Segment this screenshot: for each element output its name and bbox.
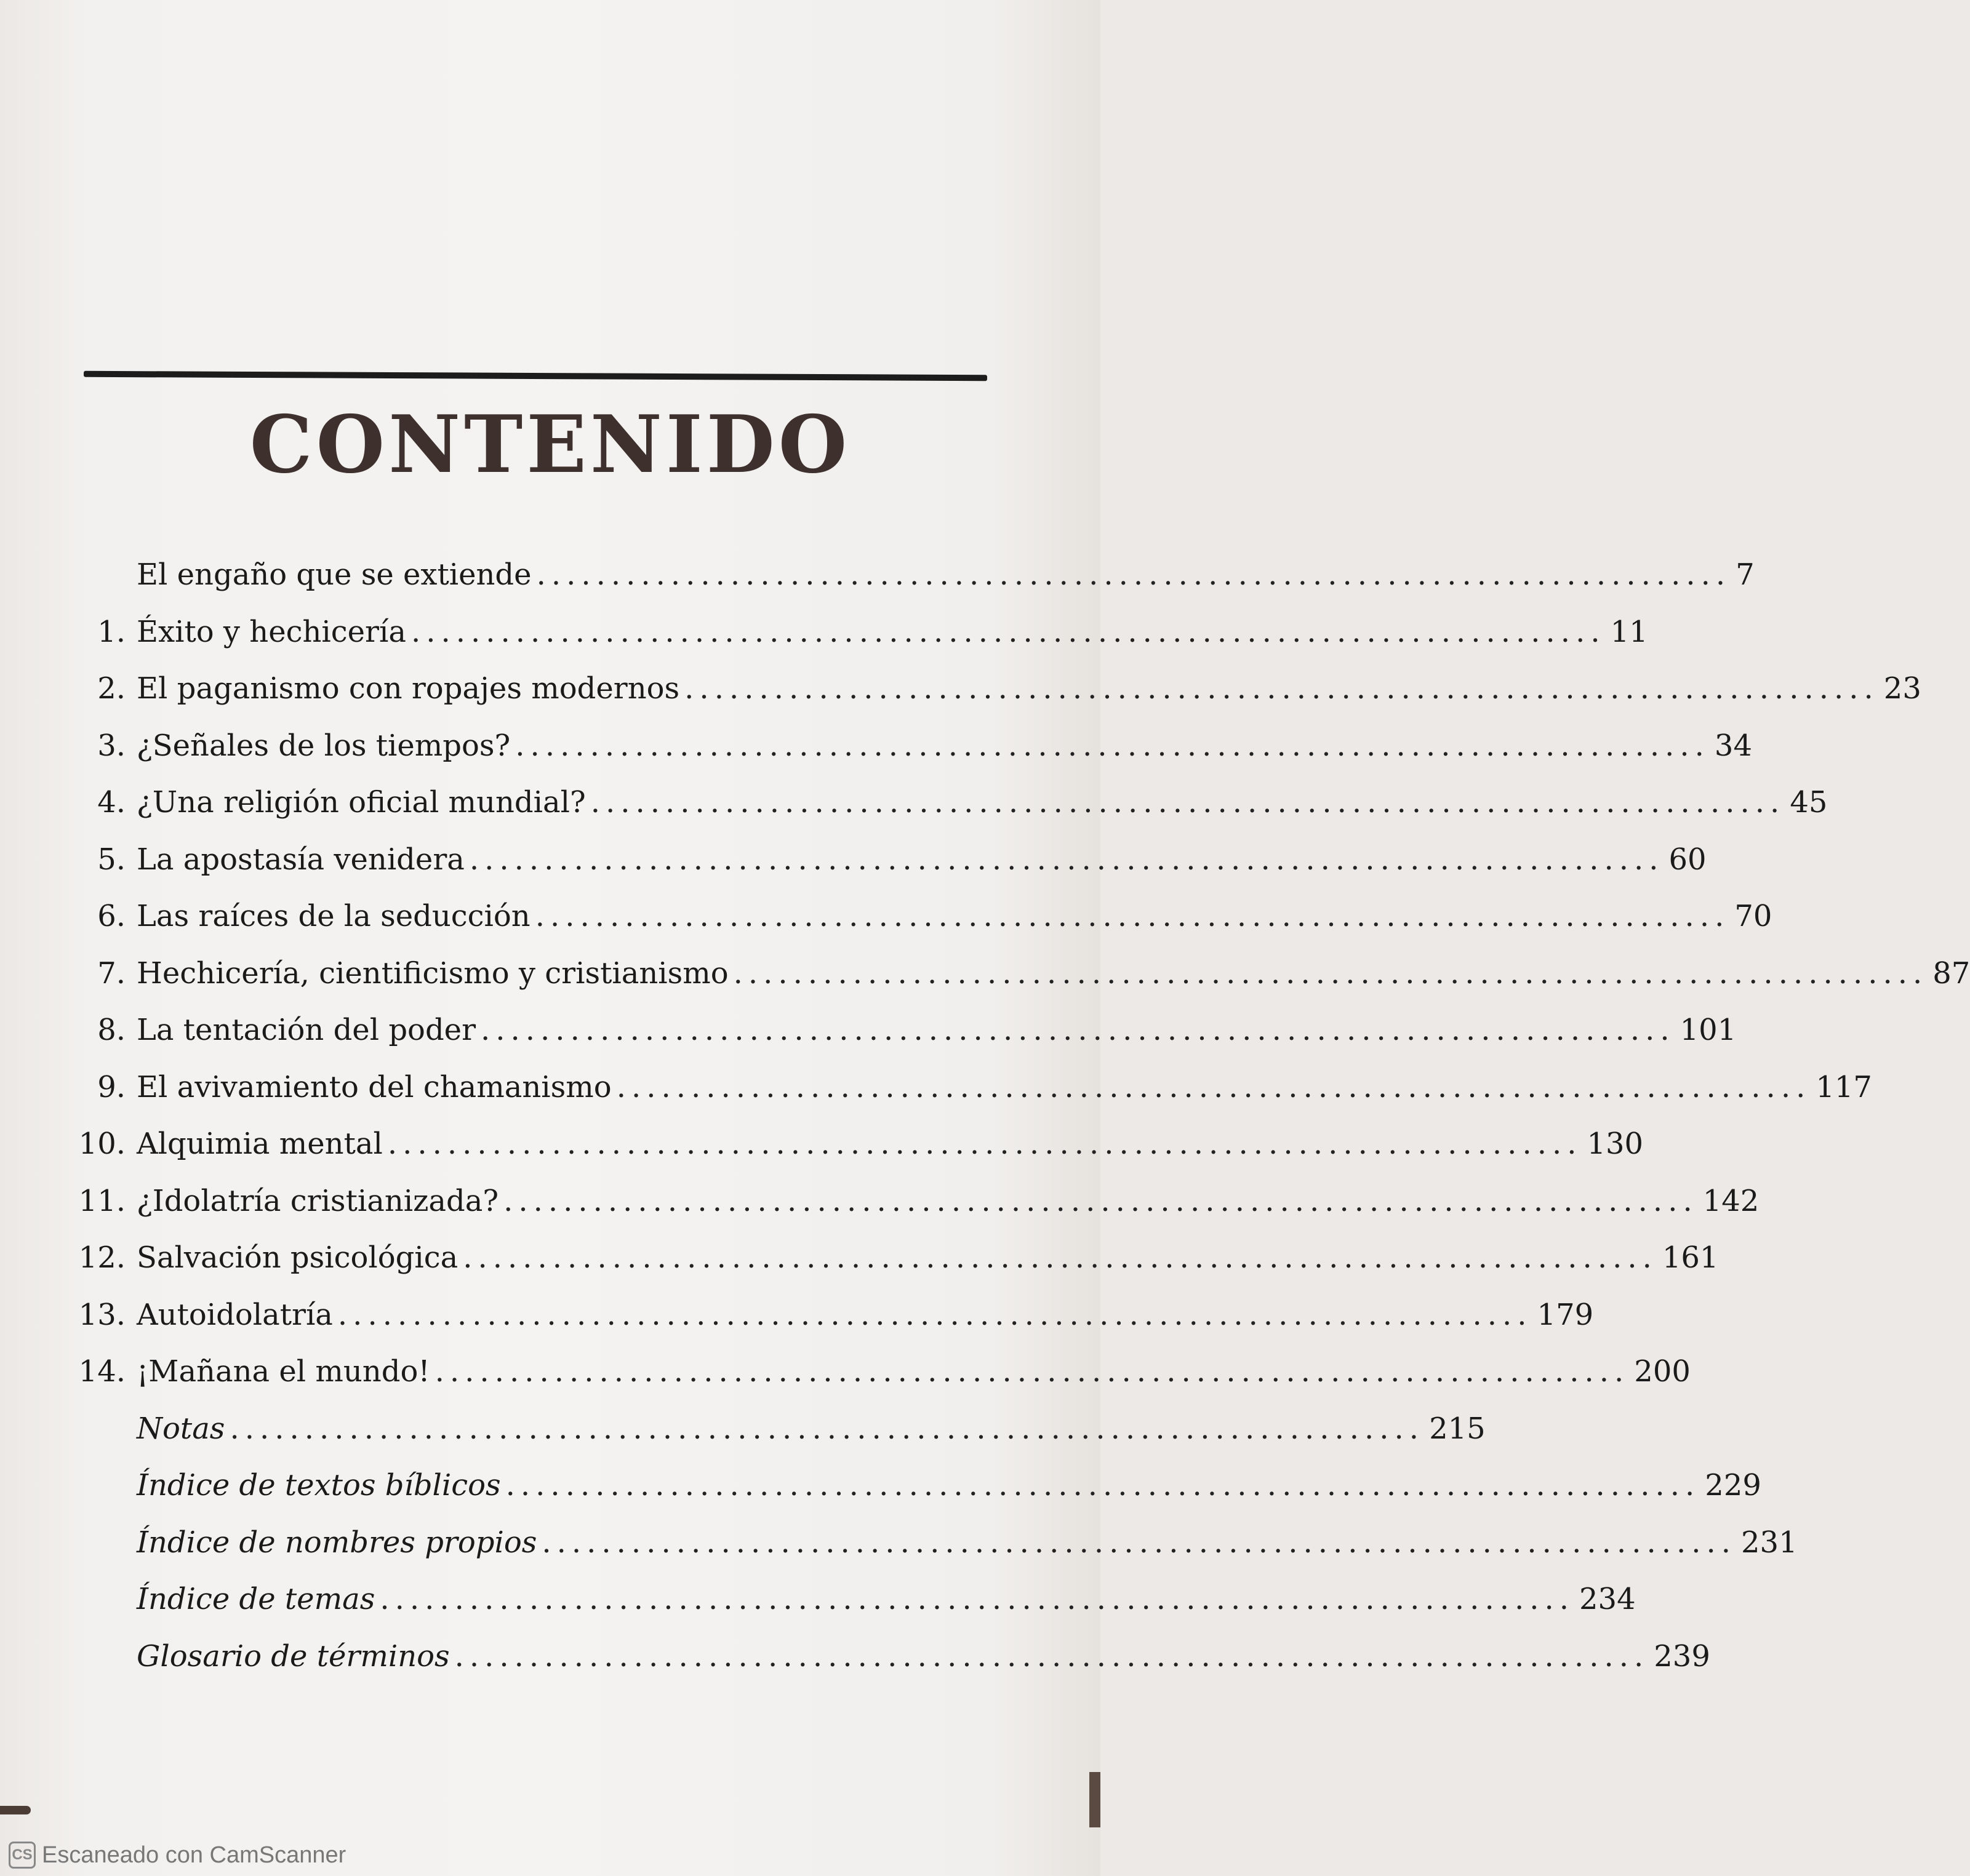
toc-entry-page: 117	[1816, 1069, 1872, 1104]
toc-entry	[68, 1116, 1644, 1173]
dot-leader: ................................................................................	[469, 842, 1664, 877]
toc-entry-title: La apostasía venidera	[137, 842, 465, 877]
toc-entry-number: 7.	[97, 956, 126, 991]
toc-entry-title: Salvación psicológica	[137, 1240, 458, 1275]
dot-leader: ................................................................................	[337, 1297, 1532, 1332]
toc-entry-title: ¡Mañana el mundo!	[137, 1354, 430, 1389]
dot-leader: ................................................................................	[515, 728, 1710, 763]
toc-entry-page: 179	[1537, 1297, 1594, 1332]
toc-entry	[68, 1514, 1798, 1571]
toc-entry-number: 3.	[97, 728, 126, 763]
toc-entry-title: Notas	[137, 1411, 225, 1446]
toc-entry-number: 14.	[78, 1354, 126, 1389]
dot-leader: ................................................................................	[387, 1127, 1582, 1161]
toc-entry-page: 7	[1736, 557, 1755, 592]
toc-entry-page: 45	[1790, 785, 1828, 820]
toc-entry	[68, 717, 1752, 775]
toc-entry-number: 5.	[97, 842, 126, 877]
toc-entry-page: 161	[1662, 1240, 1719, 1275]
dot-leader: ................................................................................	[536, 557, 1731, 592]
dot-leader: ................................................................................	[505, 1468, 1700, 1503]
dot-leader: ................................................................................	[481, 1013, 1675, 1047]
page-title: CONTENIDO	[249, 399, 851, 491]
dot-leader: ................................................................................	[590, 785, 1785, 820]
toc-entry-number: 6.	[97, 899, 126, 933]
toc-entry	[68, 1457, 1761, 1514]
toc-entry-title: El paganismo con ropajes modernos	[137, 671, 680, 706]
toc-entry-title: La tentación del poder	[137, 1013, 476, 1047]
dot-leader: ................................................................................	[503, 1183, 1698, 1218]
toc-entry	[68, 604, 1648, 661]
toc-entry	[68, 945, 1970, 1002]
toc-entry-title: ¿Idolatría cristianizada?	[137, 1183, 499, 1218]
page-edge-shadow-left	[0, 1806, 31, 1814]
camscanner-logo-icon: CS	[9, 1842, 36, 1869]
toc-entry-number: 11.	[78, 1183, 126, 1218]
toc-entry-title: Alquimia mental	[137, 1127, 383, 1161]
toc-entry-number: 4.	[97, 785, 126, 820]
toc-entry-page: 60	[1668, 842, 1707, 877]
toc-entry-number: 2.	[97, 671, 126, 706]
dot-leader: ................................................................................	[230, 1411, 1425, 1446]
toc-entry-page: 215	[1429, 1411, 1486, 1446]
toc-entry-number: 1.	[97, 614, 126, 649]
toc-entry-title: Índice de textos bíblicos	[137, 1468, 501, 1503]
dot-leader: ................................................................................	[454, 1639, 1649, 1674]
toc-entry-page: 229	[1705, 1468, 1761, 1503]
toc-entry-number: 12.	[78, 1240, 126, 1275]
toc-entry	[68, 888, 1772, 945]
toc-entry-title: Las raíces de la seducción	[137, 899, 531, 933]
toc-entry-page: 34	[1714, 728, 1752, 763]
dot-leader: ................................................................................	[463, 1240, 1657, 1275]
toc-entry-page: 200	[1634, 1354, 1691, 1389]
toc-entry	[68, 774, 1828, 831]
title-rule	[84, 371, 987, 381]
toc-entry-title: Índice de temas	[137, 1582, 375, 1616]
toc-entry	[68, 1400, 1486, 1458]
table-of-contents	[68, 546, 1970, 1685]
toc-entry-page: 231	[1741, 1525, 1798, 1560]
toc-entry-number: 10.	[78, 1127, 126, 1161]
toc-entry	[68, 1343, 1691, 1400]
toc-entry-number: 9.	[97, 1069, 126, 1104]
dot-leader: ................................................................................	[535, 899, 1730, 933]
toc-entry	[68, 831, 1707, 888]
page-edge-shadow	[1089, 1772, 1100, 1827]
toc-entry-page: 130	[1587, 1127, 1644, 1161]
toc-entry	[68, 660, 1921, 717]
toc-entry-number: 8.	[97, 1013, 126, 1047]
toc-entry	[68, 1002, 1737, 1059]
dot-leader: ................................................................................	[434, 1354, 1630, 1389]
toc-entry-page: 87	[1932, 956, 1970, 991]
toc-entry	[68, 1571, 1636, 1628]
dot-leader: ................................................................................	[380, 1582, 1574, 1616]
toc-entry	[68, 1229, 1719, 1287]
toc-entry-page: 234	[1579, 1582, 1636, 1616]
toc-entry	[68, 1059, 1872, 1116]
toc-entry-page: 239	[1654, 1639, 1710, 1674]
toc-entry-title: El engaño que se extiende	[137, 557, 532, 592]
watermark-text: Escaneado con CamScanner	[42, 1842, 346, 1868]
toc-entry-title: ¿Una religión oficial mundial?	[137, 785, 586, 820]
dot-leader: ................................................................................	[733, 956, 1928, 991]
dot-leader: ................................................................................	[542, 1525, 1736, 1560]
toc-entry	[68, 1628, 1710, 1685]
scanner-watermark	[9, 1842, 346, 1869]
toc-entry-title: Glosario de términos	[137, 1639, 450, 1674]
toc-entry	[68, 1287, 1594, 1344]
dot-leader: ................................................................................	[684, 671, 1879, 706]
toc-entry	[68, 1173, 1760, 1230]
toc-entry-title: Autoidolatría	[137, 1297, 333, 1332]
dot-leader: ................................................................................	[410, 614, 1606, 649]
toc-entry-title: Éxito y hechicería	[137, 614, 406, 649]
toc-entry	[68, 546, 1755, 604]
toc-entry-page: 11	[1610, 614, 1648, 649]
toc-entry-page: 101	[1680, 1013, 1737, 1047]
toc-entry-title: ¿Señales de los tiempos?	[137, 728, 511, 763]
toc-entry-page: 70	[1734, 899, 1772, 933]
toc-entry-page: 23	[1883, 671, 1921, 706]
toc-entry-title: Hechicería, cientificismo y cristianismo	[137, 956, 729, 991]
toc-entry-title: El avivamiento del chamanismo	[137, 1069, 612, 1104]
toc-entry-page: 142	[1702, 1183, 1760, 1218]
toc-entry-number: 13.	[78, 1297, 126, 1332]
dot-leader: ................................................................................	[616, 1069, 1811, 1104]
toc-entry-title: Índice de nombres propios	[137, 1525, 537, 1560]
